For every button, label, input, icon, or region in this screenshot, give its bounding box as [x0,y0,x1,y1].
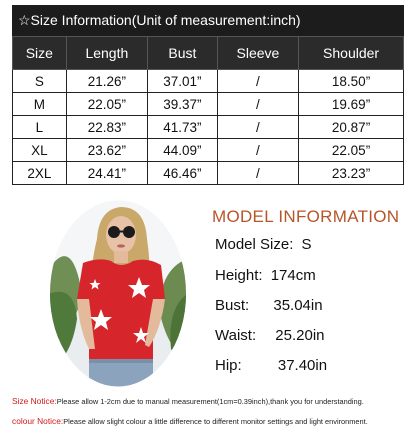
size-notice-text: Please allow 1-2cm due to manual measurement(1cm=0.39inch),thank you for understanding. [56,397,364,406]
model-hip-label: Hip: [215,357,242,374]
table-cell: M [13,93,67,116]
model-waist-value: 25.20in [275,327,325,344]
table-cell: 39.37” [148,93,218,116]
column-header-bust: Bust [148,37,218,70]
model-size-value: S [301,236,312,253]
table-cell: 22.05” [66,93,147,116]
model-hip-line [215,357,327,374]
model-bust-label: Bust: [215,297,250,314]
model-size-label: Model Size: [215,236,294,253]
model-hip-value: 37.40in [277,357,328,374]
model-size-line [215,236,312,253]
table-cell: 19.69” [299,93,404,116]
model-bust-value: 35.04in [273,297,323,314]
column-header-length: Length [66,37,147,70]
table-cell: 37.01” [148,70,218,93]
table-cell: 23.23” [299,162,404,185]
model-waist-label: Waist: [215,327,257,344]
table-row [13,139,404,162]
table-cell: 20.87” [299,116,404,139]
table-cell: 21.26” [66,70,147,93]
colour-notice-text: Please allow slight colour a little difference to different monitor settings and light environment. [63,417,368,426]
table-cell: / [217,116,298,139]
table-cell: 24.41” [66,162,147,185]
table-cell: 23.62” [66,139,147,162]
table-cell: / [217,162,298,185]
model-height-value: 174cm [270,267,316,284]
column-header-sleeve: Sleeve [217,37,298,70]
table-cell: / [217,93,298,116]
size-info-title: ☆Size Information(Unit of measurement:inch) [12,5,404,36]
table-cell: XL [13,139,67,162]
model-height-line [215,267,316,284]
table-cell: S [13,70,67,93]
table-row [13,93,404,116]
model-waist-line [215,327,325,344]
model-bust-line [215,297,323,314]
table-row [13,116,404,139]
column-header-size: Size [13,37,67,70]
size-notice-label: Size Notice: [12,396,57,406]
colour-notice [12,416,368,426]
table-cell: 18.50” [299,70,404,93]
table-cell: 2XL [13,162,67,185]
model-height-label: Height: [215,267,263,284]
size-table [12,36,404,185]
table-cell: 46.46” [148,162,218,185]
table-cell: 22.05” [299,139,404,162]
table-cell: 22.83” [66,116,147,139]
model-photo [49,199,187,388]
table-cell: 41.73” [148,116,218,139]
model-info-title: MODEL INFORMATION [212,207,400,226]
table-cell: 44.09” [148,139,218,162]
table-cell: L [13,116,67,139]
table-cell: / [217,70,298,93]
table-cell: / [217,139,298,162]
colour-notice-label: colour Notice: [12,416,64,426]
column-header-shoulder: Shoulder [299,37,404,70]
table-row [13,70,404,93]
table-row [13,162,404,185]
size-table-header [13,37,404,70]
size-notice [12,396,364,406]
